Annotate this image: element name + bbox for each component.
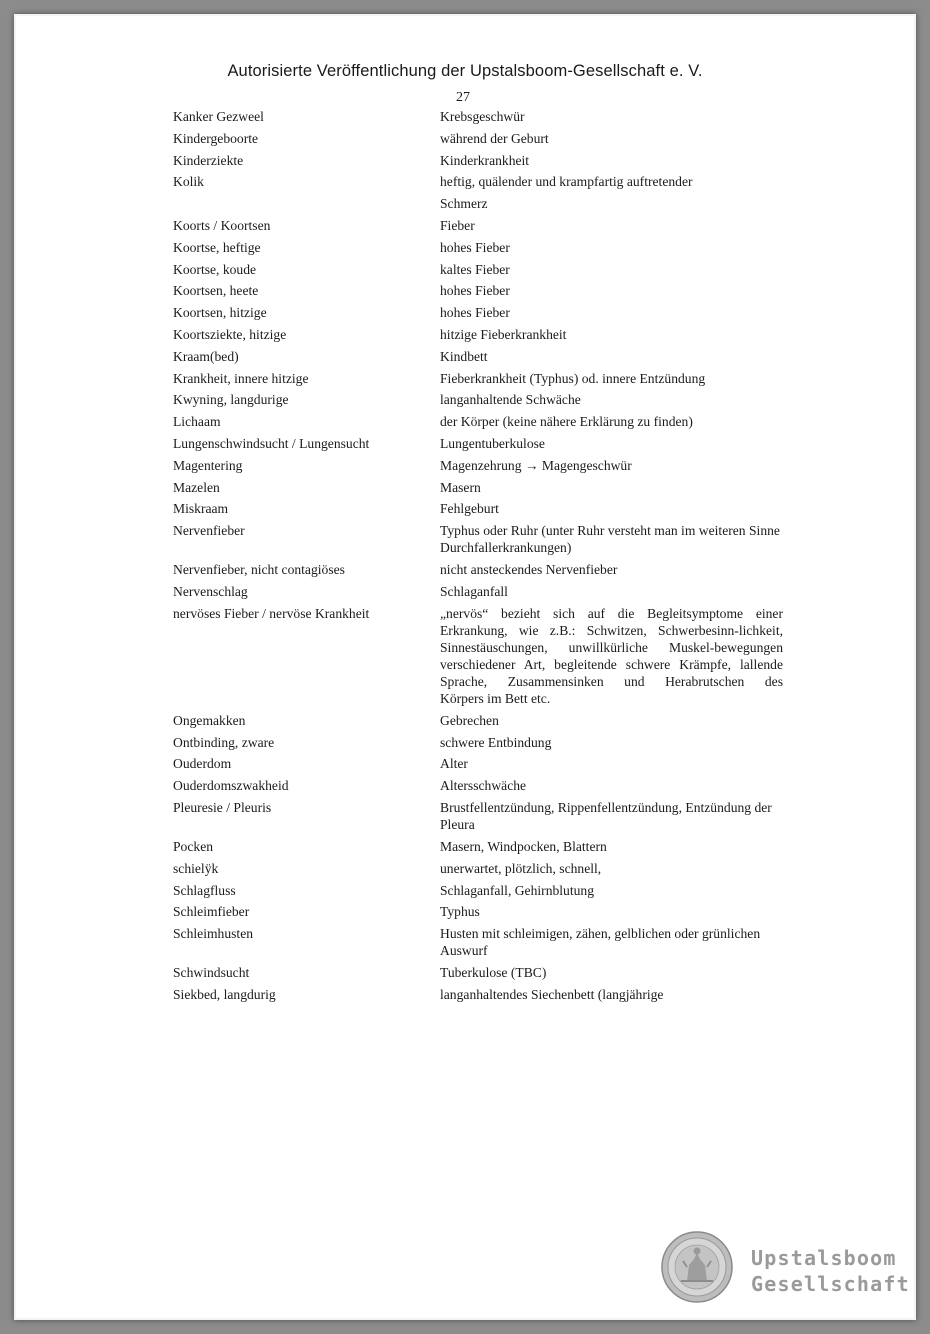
glossary-definition: Altersschwäche xyxy=(440,778,527,794)
glossary-row xyxy=(173,457,803,479)
glossary-row xyxy=(173,712,803,734)
glossary-term: Mazelen xyxy=(173,479,220,495)
glossary-definition: Fieber xyxy=(440,217,475,233)
glossary-term: Koortse, koude xyxy=(173,261,257,277)
glossary-row xyxy=(173,173,803,195)
glossary-definition: unerwartet, plötzlich, schnell, xyxy=(440,860,602,876)
glossary-definition: langanhaltende Schwäche xyxy=(440,392,581,408)
page-number: 27 xyxy=(456,90,470,105)
glossary-row xyxy=(173,605,803,707)
glossary-row xyxy=(173,108,803,130)
glossary-term: Kinderziekte xyxy=(173,152,244,168)
glossary-row xyxy=(173,583,803,605)
glossary-term: Ouderdomszwakheid xyxy=(173,778,289,794)
glossary-row xyxy=(173,152,803,174)
glossary-row xyxy=(173,435,803,457)
glossary-term: Siekbed, langdurig xyxy=(173,986,276,1002)
glossary-row xyxy=(173,522,803,556)
glossary-term: Ontbinding, zware xyxy=(173,734,275,750)
glossary-term: Koortsen, heete xyxy=(173,283,259,299)
glossary-definition: Gebrechen xyxy=(440,712,499,728)
seal-icon xyxy=(661,1231,733,1303)
glossary-definition xyxy=(440,605,783,707)
glossary-row xyxy=(173,925,803,959)
glossary-term: Koortsen, hitzige xyxy=(173,305,267,321)
glossary-definition: langanhaltendes Siechenbett (langjährige xyxy=(440,986,664,1002)
glossary-term: Ouderdom xyxy=(173,756,232,772)
glossary-row xyxy=(173,195,803,217)
glossary-definition: Schmerz xyxy=(440,196,488,212)
glossary-definition: heftig, quälender und krampfartig auftretender xyxy=(440,174,693,190)
glossary-definition: nicht ansteckendes Nervenfieber xyxy=(440,562,618,578)
glossary-definition: hitzige Fieberkrankheit xyxy=(440,326,567,342)
glossary-definition: Magenzehrung → Magengeschwür xyxy=(440,457,632,473)
glossary-term: Schlagfluss xyxy=(173,882,236,898)
glossary-row xyxy=(173,239,803,261)
glossary-term: Miskraam xyxy=(173,501,229,517)
glossary-term: Kwyning, langdurige xyxy=(173,392,289,408)
glossary-row xyxy=(173,860,803,882)
glossary-definition: Schlaganfall, Gehirnblutung xyxy=(440,882,595,898)
definition-last-line: Körpers im Bett etc. xyxy=(440,690,551,706)
page-header: Autorisierte Veröffentlichung der Upstalsboom-Gesellschaft e. V. xyxy=(227,62,703,80)
glossary-definition: Fehlgeburt xyxy=(440,501,499,517)
glossary-row xyxy=(173,561,803,583)
definition-text: „nervös“ bezieht sich auf die Begleitsymptome einer Erkrankung, wie z.B.: Schwitzen, Schwerbesinn-lichkeit, Sinnestäuschungen, unwillkürliche Muskel-bewegungen verschiedener Art, begleitende schwere Krämpfe, lallende Sprache, Zusammensinken und Herabrutschen des xyxy=(440,605,783,689)
glossary-row xyxy=(173,282,803,304)
glossary-row xyxy=(173,217,803,239)
glossary-definition: hohes Fieber xyxy=(440,283,510,299)
glossary-definition: Husten mit schleimigen, zähen, gelblichen oder grünlichen Auswurf xyxy=(440,926,761,959)
glossary-term: Krankheit, innere hitzige xyxy=(173,370,309,386)
glossary-row xyxy=(173,130,803,152)
glossary-definition: Alter xyxy=(440,756,468,772)
glossary-term xyxy=(173,195,440,217)
glossary-term: Lungenschwindsucht / Lungensucht xyxy=(173,435,370,451)
glossary-term: Ongemakken xyxy=(173,712,246,728)
glossary-definition: Kindbett xyxy=(440,348,488,364)
glossary-definition: hohes Fieber xyxy=(440,305,510,321)
society-logo xyxy=(661,1231,911,1303)
glossary-term: Kindergeboorte xyxy=(173,130,259,146)
glossary-definition: Brustfellentzündung, Rippenfellentzündung, Entzündung der Pleura xyxy=(440,799,772,832)
glossary-row xyxy=(173,413,803,435)
document-page xyxy=(16,16,914,1318)
glossary-definition: der Körper (keine nähere Erklärung zu finden) xyxy=(440,414,693,430)
glossary-term: Nervenschlag xyxy=(173,583,248,599)
glossary-definition: Fieberkrankheit (Typhus) od. innere Entzündung xyxy=(440,370,706,386)
glossary-definition: Tuberkulose (TBC) xyxy=(440,965,547,981)
glossary-term: Schwindsucht xyxy=(173,965,250,981)
glossary-row xyxy=(173,391,803,413)
glossary-definition: hohes Fieber xyxy=(440,239,510,255)
glossary-term: Kraam(bed) xyxy=(173,348,239,364)
glossary-term: Schleimhusten xyxy=(173,926,254,942)
glossary-term: Nervenfieber xyxy=(173,523,245,539)
glossary-table xyxy=(173,108,803,1008)
glossary-row xyxy=(173,348,803,370)
glossary-row xyxy=(173,777,803,799)
glossary-row xyxy=(173,838,803,860)
glossary-row xyxy=(173,500,803,522)
glossary-definition: Krebsgeschwür xyxy=(440,109,525,124)
glossary-row xyxy=(173,370,803,392)
glossary-term: Koortsziekte, hitzige xyxy=(173,326,287,342)
glossary-definition: Schlaganfall xyxy=(440,583,508,599)
glossary-row xyxy=(173,304,803,326)
glossary-row xyxy=(173,326,803,348)
glossary-row xyxy=(173,799,803,833)
glossary-definition: Kinderkrankheit xyxy=(440,152,530,168)
glossary-term: Magentering xyxy=(173,457,243,473)
glossary-row xyxy=(173,261,803,283)
glossary-row xyxy=(173,986,803,1008)
glossary-row xyxy=(173,882,803,904)
logo-line-1: Upstalsboom xyxy=(751,1246,897,1270)
glossary-definition: kaltes Fieber xyxy=(440,261,510,277)
glossary-term: Koorts / Koortsen xyxy=(173,217,271,233)
glossary-row xyxy=(173,734,803,756)
glossary-term: Schleimfieber xyxy=(173,904,250,920)
glossary-definition: Typhus xyxy=(440,904,480,920)
glossary-definition: Lungentuberkulose xyxy=(440,435,545,451)
logo-line-2: Gesellschaft xyxy=(751,1272,910,1296)
page-frame xyxy=(14,14,916,1320)
glossary-definition: Typhus oder Ruhr (unter Ruhr versteht man im weiteren Sinne Durchfallerkrankungen) xyxy=(440,523,780,556)
glossary-row xyxy=(173,903,803,925)
glossary-term: nervöses Fieber / nervöse Krankheit xyxy=(173,605,370,621)
glossary-term: Koortse, heftige xyxy=(173,239,261,255)
glossary-term: schielÿk xyxy=(173,860,219,876)
logo-text xyxy=(751,1245,910,1297)
glossary-definition: schwere Entbindung xyxy=(440,734,552,750)
glossary-definition: während der Geburt xyxy=(440,130,549,146)
glossary-term: Pleuresie / Pleuris xyxy=(173,799,272,815)
glossary-definition: Masern xyxy=(440,479,481,495)
glossary-term: Nervenfieber, nicht contagiöses xyxy=(173,562,345,578)
glossary-row xyxy=(173,964,803,986)
glossary-definition: Masern, Windpocken, Blattern xyxy=(440,838,607,854)
glossary-term: Pocken xyxy=(173,838,214,854)
glossary-term: Kolik xyxy=(173,174,204,190)
glossary-row xyxy=(173,755,803,777)
glossary-term: Lichaam xyxy=(173,414,221,430)
glossary-row xyxy=(173,479,803,501)
glossary-term: Kanker Gezweel xyxy=(173,109,264,124)
